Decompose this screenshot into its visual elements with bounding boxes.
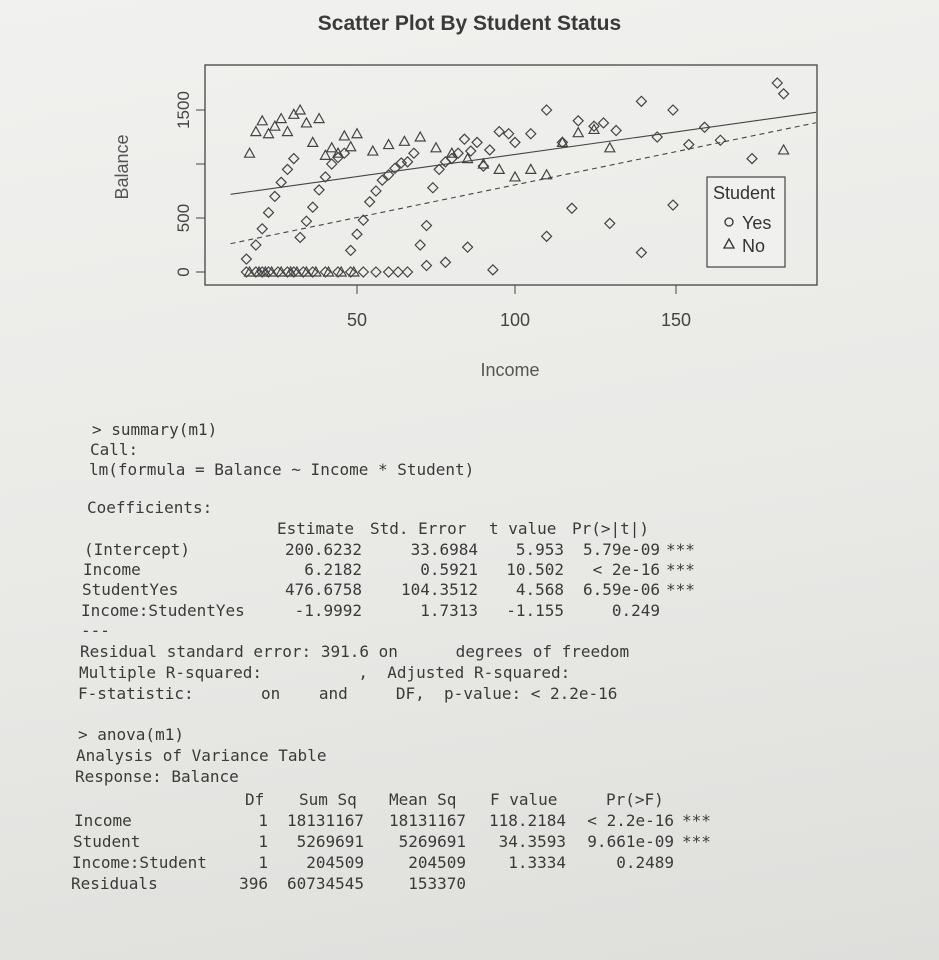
y-tick-label-0: 0 — [174, 267, 193, 277]
y-axis-title: Balance — [112, 134, 132, 200]
coef-header-se: Std. Error — [370, 519, 467, 538]
coef-estimate: 200.6232 — [284, 540, 362, 559]
coef-name: StudentYes — [82, 580, 179, 599]
anova-header-p: Pr(>F) — [606, 790, 664, 809]
coef-header-p: Pr(>|t|) — [572, 519, 650, 538]
coef-name: Income:StudentYes — [81, 601, 245, 620]
r-squared-line: Multiple R-squared: , Adjusted R-squared: — [79, 663, 571, 682]
coef-p-value: 6.59e-06 — [582, 580, 660, 599]
coef-std-error: 0.5921 — [420, 560, 478, 579]
coef-p-value: 0.249 — [611, 601, 660, 620]
anova-mean-sq: 153370 — [408, 874, 466, 893]
coef-p-value: 5.79e-09 — [582, 540, 660, 559]
anova-term: Income — [74, 811, 132, 830]
coef-std-error: 1.7313 — [420, 601, 478, 620]
anova-significance: *** — [682, 832, 711, 851]
coef-estimate: 6.2182 — [304, 560, 362, 579]
coef-estimate: -1.9992 — [294, 601, 362, 620]
f-statistic-line: F-statistic: on and DF, p-value: < 2.2e-16 — [78, 684, 618, 703]
coef-t-value: 4.568 — [515, 580, 564, 599]
anova-title: Analysis of Variance Table — [76, 746, 327, 765]
coef-p-value: < 2e-16 — [592, 560, 660, 579]
call-formula: lm(formula = Balance ~ Income * Student) — [89, 460, 475, 479]
coef-name: Income — [83, 560, 141, 579]
coef-t-value: 10.502 — [506, 560, 564, 579]
anova-p-value: 9.661e-09 — [587, 832, 674, 851]
anova-sum-sq: 18131167 — [286, 811, 364, 830]
coef-name: (Intercept) — [84, 540, 190, 559]
residual-se-line: Residual standard error: 391.6 on degrees of freedom — [80, 642, 630, 661]
coef-significance: *** — [666, 580, 695, 599]
anova-term: Income:Student — [72, 853, 207, 872]
anova-header-df: Df — [245, 790, 265, 809]
coef-std-error: 104.3512 — [400, 580, 478, 599]
legend-label-yes: Yes — [742, 213, 772, 233]
coef-header-t: t value — [489, 519, 557, 538]
x-tick-label-100: 100 — [499, 310, 531, 330]
anova-significance: *** — [682, 811, 711, 830]
separator: --- — [81, 621, 110, 640]
coef-estimate: 476.6758 — [284, 580, 362, 599]
anova-header-ms: Mean Sq — [389, 790, 457, 809]
y-tick-label-500: 500 — [174, 203, 193, 233]
anova-mean-sq: 5269691 — [398, 832, 466, 851]
anova-df: 1 — [258, 853, 268, 872]
coef-header-estimate: Estimate — [277, 519, 355, 538]
anova-sum-sq: 5269691 — [296, 832, 364, 851]
x-axis-title: Income — [480, 360, 540, 380]
x-tick-label-50: 50 — [346, 310, 368, 330]
anova-f-value: 118.2184 — [488, 811, 566, 830]
anova-df: 1 — [258, 811, 268, 830]
anova-sum-sq: 60734545 — [286, 874, 364, 893]
coef-significance: *** — [666, 540, 695, 559]
coefficients-label: Coefficients: — [87, 498, 213, 517]
anova-mean-sq: 204509 — [408, 853, 466, 872]
coef-t-value: -1.155 — [506, 601, 564, 620]
legend-label-no: No — [742, 236, 766, 256]
coef-significance: *** — [666, 560, 695, 579]
y-tick-label-1500: 1500 — [174, 91, 193, 129]
x-tick-label-150: 150 — [660, 310, 692, 330]
anova-df: 1 — [258, 832, 268, 851]
coef-t-value: 5.953 — [515, 540, 564, 559]
anova-p-value: 0.2489 — [616, 853, 674, 872]
anova-header-f: F value — [490, 790, 558, 809]
anova-response: Response: Balance — [75, 767, 239, 786]
summary-prompt: > summary(m1) — [92, 420, 218, 439]
anova-p-value: < 2.2e-16 — [587, 811, 674, 830]
anova-term: Residuals — [71, 874, 158, 893]
anova-term: Student — [73, 832, 141, 851]
anova-df: 396 — [239, 874, 268, 893]
legend-title: Student — [712, 183, 776, 203]
anova-f-value: 34.3593 — [498, 832, 566, 851]
coef-std-error: 33.6984 — [410, 540, 478, 559]
call-label: Call: — [90, 440, 139, 459]
anova-sum-sq: 204509 — [306, 853, 364, 872]
anova-f-value: 1.3334 — [508, 853, 566, 872]
anova-mean-sq: 18131167 — [388, 811, 466, 830]
plot-title: Scatter Plot By Student Status — [317, 12, 622, 35]
anova-prompt: > anova(m1) — [78, 725, 184, 744]
anova-header-ss: Sum Sq — [299, 790, 357, 809]
